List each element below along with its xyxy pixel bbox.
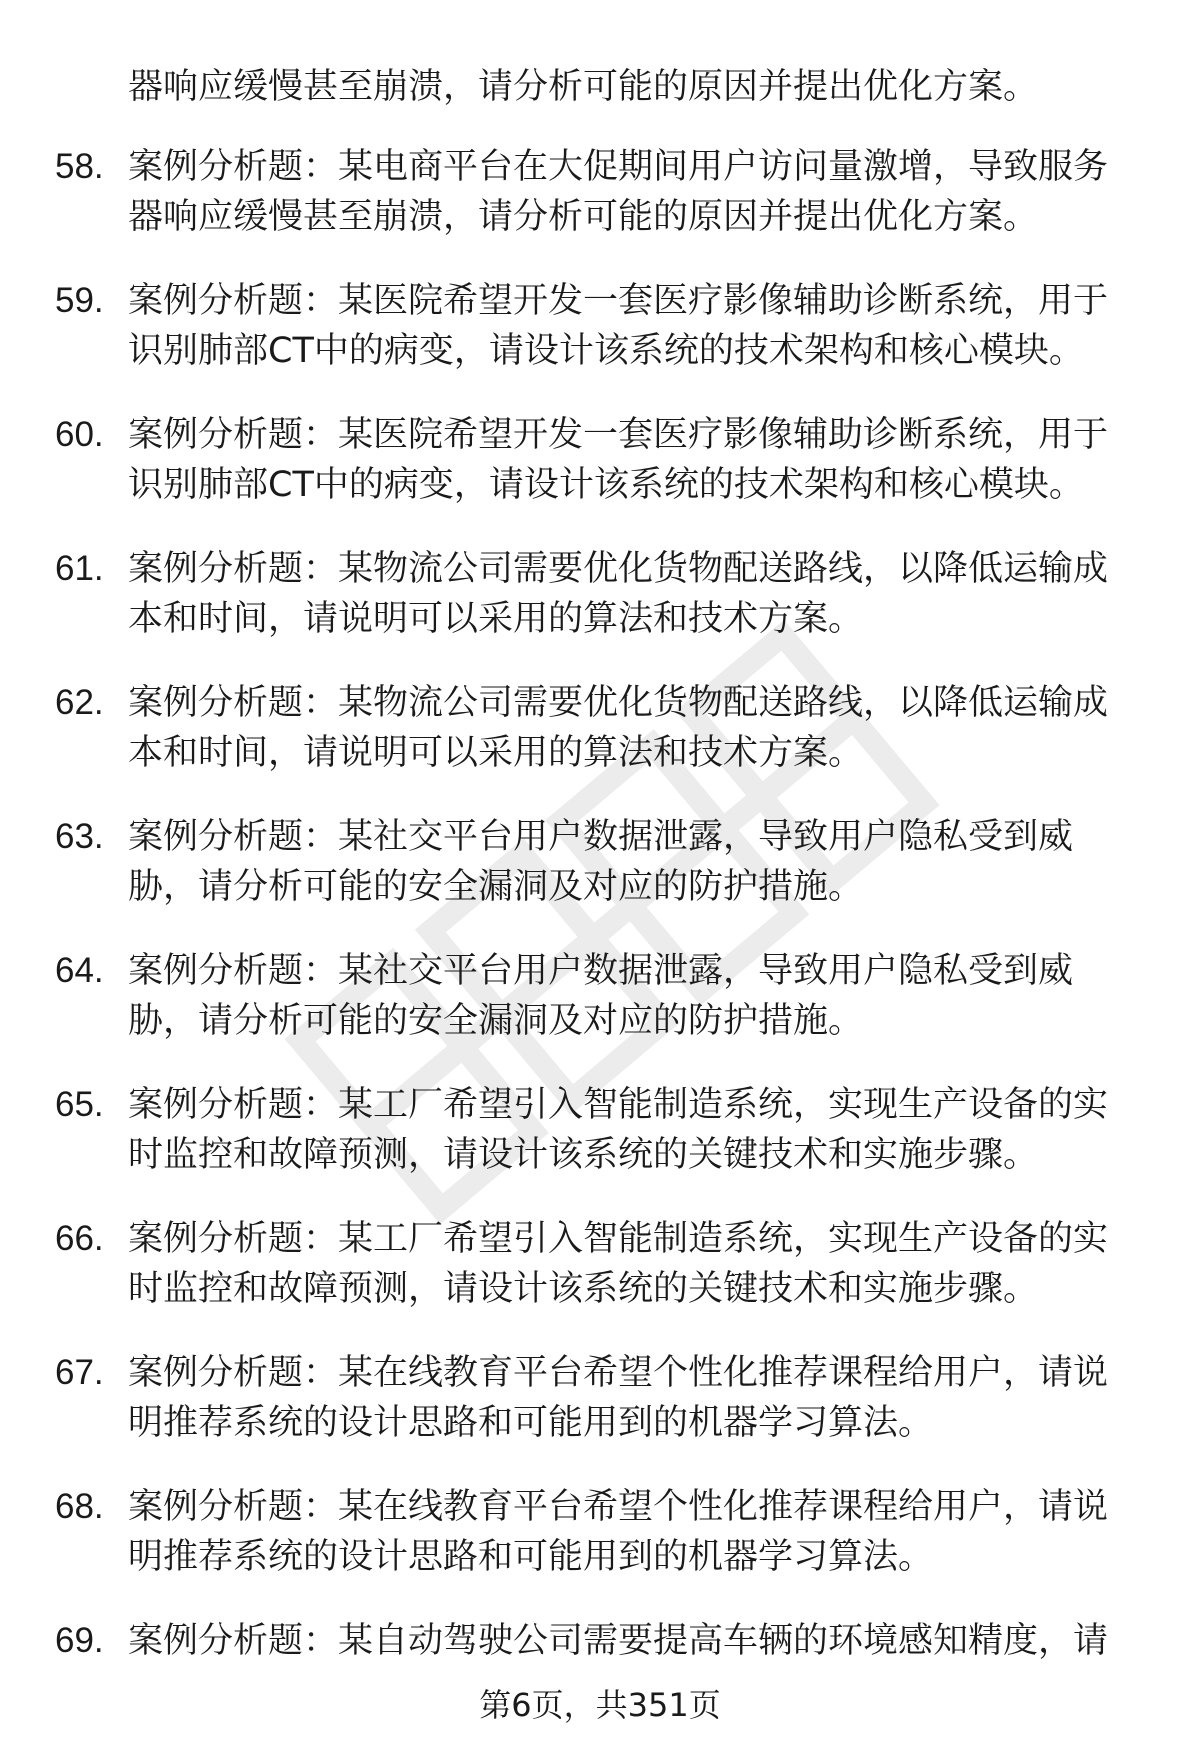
question-item	[0, 1348, 1200, 1482]
question-item	[0, 1482, 1200, 1616]
question-number: 66.	[55, 1219, 104, 1258]
question-text: 案例分析题：某社交平台用户数据泄露，导致用户隐私受到威胁，请分析可能的安全漏洞及对应的防护措施。	[128, 817, 1074, 907]
question-item	[0, 142, 1200, 276]
question-item	[0, 276, 1200, 410]
question-text: 案例分析题：某工厂希望引入智能制造系统，实现生产设备的实时监控和故障预测，请设计该系统的关键技术和实施步骤。	[128, 1219, 1109, 1309]
question-text: 案例分析题：某医院希望开发一套医疗影像辅助诊断系统，用于识别肺部CT中的病变，请设计该系统的技术架构和核心模块。	[128, 281, 1109, 371]
question-item	[0, 410, 1200, 544]
question-text: 案例分析题：某工厂希望引入智能制造系统，实现生产设备的实时监控和故障预测，请设计该系统的关键技术和实施步骤。	[128, 1085, 1109, 1175]
question-number: 64.	[55, 951, 104, 990]
question-number: 58.	[55, 147, 104, 186]
question-item	[0, 946, 1200, 1080]
question-item	[0, 812, 1200, 946]
page-footer: 第6页，共351页	[479, 1686, 721, 1724]
question-number: 60.	[55, 415, 104, 454]
question-text: 案例分析题：某医院希望开发一套医疗影像辅助诊断系统，用于识别肺部CT中的病变，请设计该系统的技术架构和核心模块。	[128, 415, 1109, 505]
question-number: 61.	[55, 549, 104, 588]
question-number: 68.	[55, 1487, 104, 1526]
question-text: 案例分析题：某自动驾驶公司需要提高车辆的环境感知精度，请	[128, 1621, 1109, 1661]
question-item	[0, 1214, 1200, 1348]
continued-paragraph: 器响应缓慢甚至崩溃，请分析可能的原因并提出优化方案。	[128, 67, 1039, 107]
question-text: 案例分析题：某物流公司需要优化货物配送路线，以降低运输成本和时间，请说明可以采用的算法和技术方案。	[128, 549, 1109, 639]
question-text: 案例分析题：某物流公司需要优化货物配送路线，以降低运输成本和时间，请说明可以采用的算法和技术方案。	[128, 683, 1109, 773]
question-item	[0, 1080, 1200, 1214]
question-number: 69.	[55, 1621, 104, 1660]
question-number: 63.	[55, 817, 104, 856]
question-text: 案例分析题：某电商平台在大促期间用户访问量激增，导致服务器响应缓慢甚至崩溃，请分析可能的原因并提出优化方案。	[128, 147, 1109, 237]
question-text: 案例分析题：某在线教育平台希望个性化推荐课程给用户，请说明推荐系统的设计思路和可能用到的机器学习算法。	[128, 1353, 1109, 1443]
question-number: 65.	[55, 1085, 104, 1124]
question-text: 案例分析题：某社交平台用户数据泄露，导致用户隐私受到威胁，请分析可能的安全漏洞及对应的防护措施。	[128, 951, 1074, 1041]
question-list	[0, 142, 1200, 1750]
question-number: 67.	[55, 1353, 104, 1392]
question-number: 62.	[55, 683, 104, 722]
question-item	[0, 678, 1200, 812]
question-item	[0, 544, 1200, 678]
question-number: 59.	[55, 281, 104, 320]
question-text: 案例分析题：某在线教育平台希望个性化推荐课程给用户，请说明推荐系统的设计思路和可能用到的机器学习算法。	[128, 1487, 1109, 1577]
